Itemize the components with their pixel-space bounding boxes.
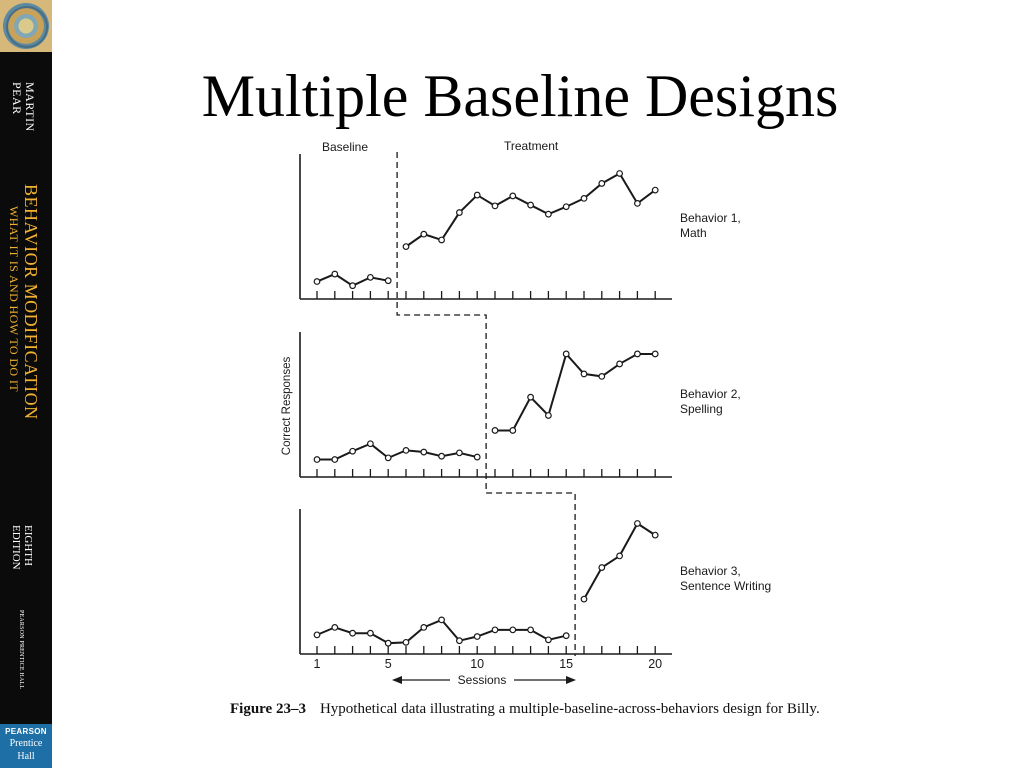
behavior-label-3-line-2: Sentence Writing [680, 579, 772, 593]
publisher-logo-line-1: Prentice [9, 738, 43, 749]
series-line-panel-2-baseline [317, 444, 477, 460]
spine-edition-line-1: EIGHTH [22, 525, 34, 566]
data-point-panel-1-treatment-session-20 [652, 187, 658, 193]
data-point-panel-2-treatment-session-19 [635, 351, 641, 357]
spine-edition-line-2: EDITION [10, 525, 22, 570]
publisher-logo-line-2: Hall [17, 751, 35, 762]
data-point-panel-2-baseline-session-1 [314, 457, 320, 463]
figure-caption-label: Figure 23–3 [230, 701, 306, 717]
data-point-panel-1-treatment-session-13 [528, 202, 534, 208]
data-point-panel-1-baseline-session-3 [350, 283, 356, 289]
data-point-panel-2-treatment-session-17 [599, 374, 605, 380]
data-point-panel-2-baseline-session-6 [403, 448, 409, 454]
sessions-arrow-left-head [392, 676, 402, 684]
book-cover-emblem [0, 0, 52, 52]
data-point-panel-1-baseline-session-1 [314, 279, 320, 285]
data-point-panel-3-baseline-session-12 [510, 627, 516, 633]
x-axis-label: Sessions [457, 673, 507, 687]
data-point-panel-2-baseline-session-2 [332, 457, 338, 463]
data-point-panel-2-treatment-session-18 [617, 361, 623, 367]
data-point-panel-2-treatment-session-20 [652, 351, 658, 357]
behavior-label-1-line-1: Behavior 1, [680, 211, 741, 225]
spine-book-subtitle: WHAT IT IS AND HOW TO DO IT [7, 206, 21, 393]
phase-label-baseline: Baseline [322, 140, 369, 154]
data-point-panel-3-baseline-session-1 [314, 632, 320, 638]
data-point-panel-1-treatment-session-15 [563, 204, 569, 210]
data-point-panel-2-treatment-session-11 [492, 428, 498, 434]
data-point-panel-3-treatment-session-18 [617, 553, 623, 559]
multiple-baseline-chart [270, 134, 830, 694]
data-point-panel-3-baseline-session-8 [439, 617, 445, 623]
data-point-panel-1-treatment-session-6 [403, 244, 409, 250]
behavior-label-2-line-1: Behavior 2, [680, 387, 741, 401]
data-point-panel-3-baseline-session-11 [492, 627, 498, 633]
data-point-panel-1-treatment-session-9 [457, 210, 463, 216]
data-point-panel-2-treatment-session-15 [563, 351, 569, 357]
x-tick-label-5: 5 [384, 657, 392, 671]
behavior-label-2-line-2: Spelling [680, 402, 723, 416]
data-point-panel-1-treatment-session-11 [492, 203, 498, 209]
data-point-panel-3-treatment-session-20 [652, 532, 658, 538]
data-point-panel-1-treatment-session-7 [421, 231, 427, 237]
data-point-panel-3-baseline-session-15 [563, 633, 569, 639]
spine-author-line-2: PEAR [10, 82, 24, 115]
data-point-panel-2-treatment-session-16 [581, 371, 587, 377]
data-point-panel-2-baseline-session-5 [385, 455, 391, 461]
data-point-panel-1-treatment-session-8 [439, 237, 445, 243]
data-point-panel-1-baseline-session-2 [332, 271, 338, 277]
data-point-panel-3-baseline-session-7 [421, 625, 427, 631]
data-point-panel-1-treatment-session-10 [474, 192, 480, 198]
data-point-panel-2-treatment-session-13 [528, 394, 534, 400]
publisher-logo [0, 724, 52, 768]
data-point-panel-2-baseline-session-7 [421, 449, 427, 455]
behavior-label-3-line-1: Behavior 3, [680, 564, 741, 578]
phase-change-line [397, 152, 575, 656]
data-point-panel-3-baseline-session-9 [457, 638, 463, 644]
data-point-panel-2-baseline-session-8 [439, 453, 445, 459]
data-point-panel-3-treatment-session-19 [635, 521, 641, 527]
data-point-panel-1-treatment-session-16 [581, 196, 587, 202]
data-point-panel-3-baseline-session-3 [350, 630, 356, 636]
sessions-arrow-right-head [566, 676, 576, 684]
x-tick-label-20: 20 [648, 657, 663, 671]
behavior-label-1-line-2: Math [680, 226, 707, 240]
data-point-panel-3-baseline-session-2 [332, 625, 338, 631]
figure-caption-text: Hypothetical data illustrating a multiple-baseline-across-behaviors design for Billy. [319, 701, 820, 717]
spine-edition [10, 525, 34, 570]
data-point-panel-3-treatment-session-17 [599, 565, 605, 571]
data-point-panel-1-treatment-session-18 [617, 171, 623, 177]
data-point-panel-1-baseline-session-4 [368, 275, 374, 281]
x-tick-label-10: 10 [470, 657, 485, 671]
data-point-panel-1-baseline-session-5 [385, 278, 391, 284]
multiple-baseline-figure [270, 134, 830, 694]
data-point-panel-3-baseline-session-6 [403, 640, 409, 646]
data-point-panel-3-baseline-session-10 [474, 634, 480, 640]
spine-publisher-line: PEARSON PRENTICE HALL [18, 610, 24, 690]
data-point-panel-1-treatment-session-17 [599, 181, 605, 187]
data-point-panel-3-treatment-session-16 [581, 596, 587, 602]
x-tick-label-1: 1 [313, 657, 321, 671]
data-point-panel-2-baseline-session-10 [474, 454, 480, 460]
publisher-logo-brand: PEARSON [5, 727, 47, 736]
x-tick-label-15: 15 [559, 657, 574, 671]
slide-title: Multiple Baseline Designs [201, 63, 839, 129]
data-point-panel-1-treatment-session-12 [510, 193, 516, 199]
y-axis-label: Correct Responses [281, 356, 293, 456]
figure-caption [230, 700, 840, 719]
data-point-panel-3-baseline-session-4 [368, 630, 374, 636]
series-line-panel-3-treatment [584, 523, 655, 599]
series-line-panel-1-treatment [406, 173, 655, 246]
data-point-panel-2-baseline-session-3 [350, 448, 356, 454]
data-point-panel-3-baseline-session-13 [528, 627, 534, 633]
spine-book-title: BEHAVIOR MODIFICATION [21, 184, 41, 420]
data-point-panel-3-baseline-session-5 [385, 640, 391, 646]
data-point-panel-2-treatment-session-12 [510, 428, 516, 434]
spine-author-line-1: MARTIN [23, 82, 37, 132]
phase-label-treatment: Treatment [504, 139, 559, 153]
series-line-panel-2-treatment [495, 354, 655, 430]
data-point-panel-2-treatment-session-14 [546, 413, 552, 419]
data-point-panel-1-treatment-session-19 [635, 201, 641, 207]
data-point-panel-1-treatment-session-14 [546, 211, 552, 217]
data-point-panel-3-baseline-session-14 [546, 637, 552, 643]
data-point-panel-2-baseline-session-9 [457, 450, 463, 456]
data-point-panel-2-baseline-session-4 [368, 441, 374, 447]
